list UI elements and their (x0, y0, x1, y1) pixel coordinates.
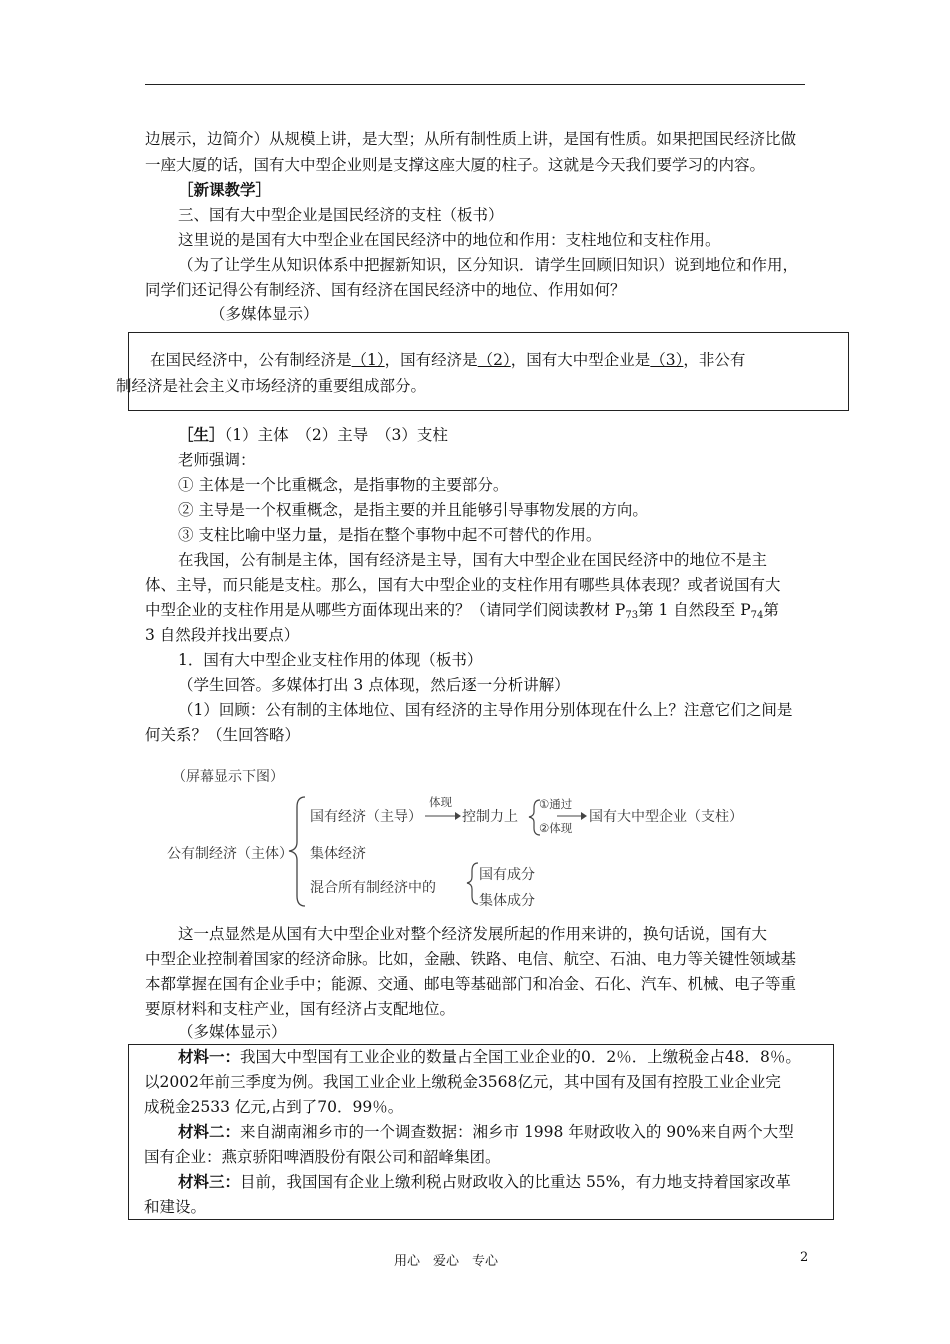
ownership-diagram (157, 762, 777, 922)
fill-in-text-1: 在国民经济中，公有制经济是 (150, 351, 352, 369)
sub-state-component: 国有成分 (479, 867, 535, 883)
material-2-line-1 (178, 1121, 794, 1143)
para-students: （学生回答。多媒体打出 3 点体现，然后逐一分析讲解） (178, 676, 570, 694)
para-review2-line-2: 何关系？（生回答略） (145, 726, 301, 744)
student-answer (178, 424, 448, 446)
section-title: ［新课教学］ (178, 180, 272, 199)
material-2-line-2: 国有企业：燕京骄阳啤酒股份有限公司和韶峰集团。 (144, 1148, 501, 1166)
via-label-1: ①通过 (539, 797, 573, 811)
blank-1: （1） (351, 351, 385, 369)
para-review-line-2: 同学们还记得公有制经济、国有经济在国民经济中的地位、作用如何？ (145, 281, 626, 299)
material-3-label: 材料三： (178, 1172, 241, 1191)
point-3: ③ 支柱比喻中坚力量，是指在整个事物中起不可替代的作用。 (178, 526, 602, 544)
para-country-line-1: 在我国，公有制是主体，国有经济是主导，国有大中型企业在国民经济中的地位不是主 (178, 551, 768, 569)
student-answer-text: （1）主体 （2）主导 （3）支柱 (224, 426, 448, 444)
point-2: ② 主导是一个权重概念，是指主要的并且能够引导事物发展的方向。 (178, 501, 648, 519)
via-label-2: ②体现 (539, 821, 573, 835)
fill-in-text-3: ，国有大中型企业是 (510, 351, 651, 369)
fill-in-text-2: ，国有经济是 (384, 351, 478, 369)
material-1-line-3: 成税金2533 亿元,占到了70．99％。 (144, 1098, 404, 1116)
materials-box (128, 1044, 834, 1220)
fill-in-line-1 (150, 349, 745, 371)
para-country-line-2: 体、主导，而只能是支柱。那么，国有大中型企业的支柱作用有哪些具体表现？或者说国有大 (145, 576, 781, 594)
arrow-1-label: 体现 (429, 795, 452, 809)
multimedia-note-2: （多媒体显示） (178, 1023, 287, 1041)
arrow-2-head-icon (581, 812, 587, 820)
material-1-line-2: 以2002年前三季度为例。我国工业企业上缴税金3568亿元，其中国有及国有控股工业企业完 (144, 1073, 781, 1091)
material-1-line-1 (178, 1046, 801, 1068)
page-number: 2 (800, 1250, 809, 1265)
para-country-text-c: 第 (763, 601, 779, 619)
intro-line-1: 边展示，边简介）从规模上讲，是大型；从所有制性质上讲，是国有性质。如果把国民经济比做 (145, 130, 797, 148)
pillar-node: 国有大中型企业（支柱） (589, 809, 743, 825)
heading-three: 三、国有大中型企业是国民经济的支柱（板书） (178, 206, 504, 224)
blank-2: （2） (477, 351, 511, 369)
header-rule (145, 84, 805, 85)
material-3-line-2: 和建设。 (144, 1198, 207, 1216)
screen-note: （屏幕显示下图） (172, 769, 284, 785)
control-node: 控制力上 (462, 809, 518, 825)
blank-3: （3） (650, 351, 684, 369)
intro-line-2: 一座大厦的话，国有大中型企业则是支撑这座大厦的柱子。这就是今天我们要学习的内容。 (145, 156, 766, 174)
heading-one: 1．国有大中型企业支柱作用的体现（板书） (178, 651, 483, 669)
sub-brace-icon (467, 863, 478, 904)
point-1: ① 主体是一个比重概念，是指事物的主要部分。 (178, 476, 509, 494)
material-2-text: 来自湖南湘乡市的一个调查数据：湘乡市 1998 年财政收入的 90%来自两个大型 (240, 1123, 794, 1141)
page-ref-2: 74 (750, 610, 764, 621)
fill-in-line-2: 制经济是社会主义市场经济的重要组成部分。 (116, 377, 427, 395)
material-1-text: 我国大中型国有工业企业的数量占全国工业企业的0．2％．上缴税金占48．8％。 (240, 1048, 801, 1066)
branch-state-economy: 国有经济（主导） (310, 809, 422, 825)
fill-in-text-4: ，非公有 (683, 351, 746, 369)
diagram-lines (157, 762, 777, 922)
material-3-text: 目前，我国国有企业上缴利税占财政收入的比重达 55%，有力地支持着国家改革 (240, 1173, 791, 1191)
fill-in-box (116, 332, 849, 411)
sub-collective-component: 集体成分 (479, 893, 535, 909)
student-tag: ［生］ (178, 425, 225, 444)
para-lifeline-line-2: 中型企业控制着国家的经济命脉。比如，金融、铁路、电信、航空、石油、电力等关键性领域基 (145, 950, 797, 968)
multimedia-note-1: （多媒体显示） (210, 305, 319, 323)
para-lifeline-line-4: 要原材料和支柱产业，国有经济占支配地位。 (145, 1000, 456, 1018)
para-country-text-b: 第 1 自然段至 P (638, 601, 751, 619)
material-3-line-1 (178, 1171, 791, 1193)
para-country-text-a: 中型企业的支柱作用是从哪些方面体现出来的？（请同学们阅读教材 P (145, 601, 626, 619)
para-review-line-1: （为了让学生从知识体系中把握新知识，区分知识．请学生回顾旧知识）说到地位和作用， (178, 256, 799, 274)
footer-motto: 用心 爱心 专心 (394, 1254, 499, 1269)
branch-mixed: 混合所有制经济中的 (310, 880, 436, 896)
material-1-label: 材料一： (178, 1047, 241, 1066)
para-review2-line-1: （1）回顾：公有制的主体地位、国有经济的主导作用分别体现在什么上？注意它们之间是 (178, 701, 793, 719)
para-country-line-4: 3 自然段并找出要点） (145, 626, 300, 644)
para-lifeline-line-3: 本都掌握在国有企业手中；能源、交通、邮电等基础部门和冶金、石化、汽车、机械、电子等重 (145, 975, 797, 993)
branch-collective: 集体经济 (310, 846, 366, 862)
diagram-root: 公有制经济（主体） (167, 846, 293, 862)
page-ref-1: 73 (625, 610, 639, 621)
arrow-1-head-icon (455, 812, 461, 820)
para-position: 这里说的是国有大中型企业在国民经济中的地位和作用：支柱地位和支柱作用。 (178, 231, 721, 249)
para-country-line-3 (145, 599, 779, 627)
material-2-label: 材料二： (178, 1122, 241, 1141)
main-brace-icon (289, 797, 305, 906)
teacher-emphasis: 老师强调： (178, 451, 256, 469)
para-lifeline-line-1: 这一点显然是从国有大中型企业对整个经济发展所起的作用来讲的，换句话说，国有大 (178, 925, 768, 943)
